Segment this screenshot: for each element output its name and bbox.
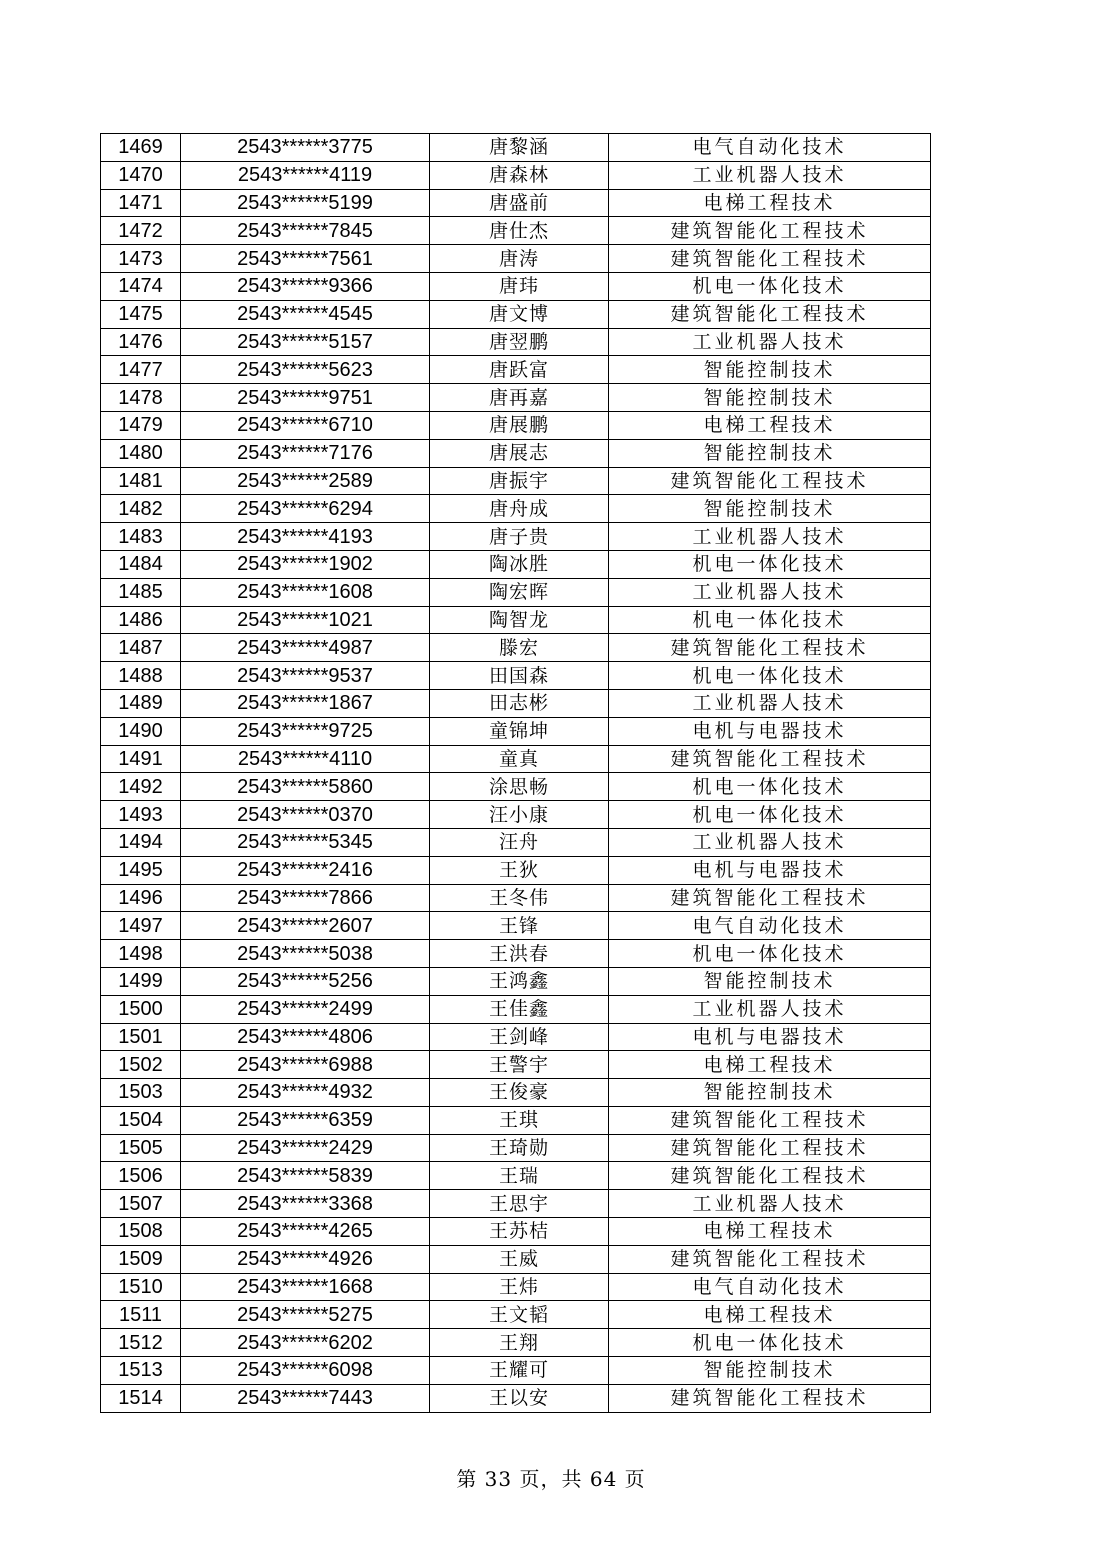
table-row [101, 1134, 931, 1162]
serial-number-cell: 1480 [101, 439, 181, 467]
major-cell: 机电一体化技术 [609, 606, 931, 634]
id-number-cell: 2543******2429 [181, 1134, 430, 1162]
table-row [101, 773, 931, 801]
serial-number-cell: 1493 [101, 801, 181, 829]
table-row [101, 300, 931, 328]
serial-number-cell: 1502 [101, 1051, 181, 1079]
major-cell: 电梯工程技术 [609, 1301, 931, 1329]
table-row [101, 634, 931, 662]
student-name-cell: 唐跃富 [430, 356, 609, 384]
id-number-cell: 2543******6359 [181, 1106, 430, 1134]
student-name-cell: 汪舟 [430, 828, 609, 856]
major-cell: 机电一体化技术 [609, 940, 931, 968]
serial-number-cell: 1476 [101, 328, 181, 356]
serial-number-cell: 1486 [101, 606, 181, 634]
table-row [101, 1162, 931, 1190]
student-name-cell: 王威 [430, 1245, 609, 1273]
serial-number-cell: 1477 [101, 356, 181, 384]
id-number-cell: 2543******5038 [181, 940, 430, 968]
table-row [101, 1051, 931, 1079]
student-name-cell: 涂思畅 [430, 773, 609, 801]
table-row [101, 828, 931, 856]
table-row [101, 801, 931, 829]
serial-number-cell: 1488 [101, 662, 181, 690]
table-row [101, 1245, 931, 1273]
table-row [101, 856, 931, 884]
table-row [101, 1023, 931, 1051]
major-cell: 智能控制技术 [609, 439, 931, 467]
major-cell: 建筑智能化工程技术 [609, 884, 931, 912]
table-row [101, 550, 931, 578]
major-cell: 工业机器人技术 [609, 1190, 931, 1218]
major-cell: 建筑智能化工程技术 [609, 1162, 931, 1190]
serial-number-cell: 1498 [101, 940, 181, 968]
id-number-cell: 2543******7443 [181, 1384, 430, 1412]
major-cell: 建筑智能化工程技术 [609, 1384, 931, 1412]
table-row [101, 495, 931, 523]
serial-number-cell: 1473 [101, 245, 181, 273]
serial-number-cell: 1478 [101, 384, 181, 412]
serial-number-cell: 1475 [101, 300, 181, 328]
id-number-cell: 2543******4119 [181, 161, 430, 189]
major-cell: 建筑智能化工程技术 [609, 745, 931, 773]
student-name-cell: 唐展鹏 [430, 411, 609, 439]
table-row [101, 1329, 931, 1357]
table-row [101, 411, 931, 439]
serial-number-cell: 1500 [101, 995, 181, 1023]
major-cell: 智能控制技术 [609, 1079, 931, 1107]
student-name-cell: 唐子贵 [430, 523, 609, 551]
id-number-cell: 2543******7561 [181, 245, 430, 273]
major-cell: 机电一体化技术 [609, 272, 931, 300]
id-number-cell: 2543******3775 [181, 134, 430, 162]
id-number-cell: 2543******4110 [181, 745, 430, 773]
serial-number-cell: 1506 [101, 1162, 181, 1190]
student-name-cell: 王琦勋 [430, 1134, 609, 1162]
serial-number-cell: 1496 [101, 884, 181, 912]
id-number-cell: 2543******4806 [181, 1023, 430, 1051]
id-number-cell: 2543******4987 [181, 634, 430, 662]
major-cell: 电梯工程技术 [609, 411, 931, 439]
major-cell: 工业机器人技术 [609, 328, 931, 356]
id-number-cell: 2543******4193 [181, 523, 430, 551]
id-number-cell: 2543******5275 [181, 1301, 430, 1329]
student-name-cell: 王俊豪 [430, 1079, 609, 1107]
id-number-cell: 2543******2499 [181, 995, 430, 1023]
major-cell: 电气自动化技术 [609, 134, 931, 162]
table-row [101, 1357, 931, 1385]
table-row [101, 662, 931, 690]
student-name-cell: 唐玮 [430, 272, 609, 300]
student-name-cell: 唐翌鹏 [430, 328, 609, 356]
table-row [101, 467, 931, 495]
table-row [101, 995, 931, 1023]
table-row [101, 1190, 931, 1218]
student-name-cell: 童真 [430, 745, 609, 773]
id-number-cell: 2543******1902 [181, 550, 430, 578]
serial-number-cell: 1482 [101, 495, 181, 523]
serial-number-cell: 1485 [101, 578, 181, 606]
major-cell: 智能控制技术 [609, 356, 931, 384]
id-number-cell: 2543******2589 [181, 467, 430, 495]
student-name-cell: 陶宏晖 [430, 578, 609, 606]
table-row [101, 1301, 931, 1329]
student-name-cell: 唐黎涵 [430, 134, 609, 162]
serial-number-cell: 1492 [101, 773, 181, 801]
table-row [101, 217, 931, 245]
serial-number-cell: 1484 [101, 550, 181, 578]
serial-number-cell: 1489 [101, 689, 181, 717]
serial-number-cell: 1483 [101, 523, 181, 551]
student-name-cell: 汪小康 [430, 801, 609, 829]
table-row [101, 745, 931, 773]
major-cell: 电机与电器技术 [609, 717, 931, 745]
student-name-cell: 王冬伟 [430, 884, 609, 912]
id-number-cell: 2543******7176 [181, 439, 430, 467]
serial-number-cell: 1474 [101, 272, 181, 300]
student-name-cell: 唐舟成 [430, 495, 609, 523]
student-name-cell: 王佳鑫 [430, 995, 609, 1023]
table-row [101, 384, 931, 412]
id-number-cell: 2543******6294 [181, 495, 430, 523]
table-row [101, 523, 931, 551]
major-cell: 工业机器人技术 [609, 689, 931, 717]
student-name-cell: 陶冰胜 [430, 550, 609, 578]
id-number-cell: 2543******5199 [181, 189, 430, 217]
major-cell: 建筑智能化工程技术 [609, 1245, 931, 1273]
table-row [101, 439, 931, 467]
table-row [101, 1106, 931, 1134]
serial-number-cell: 1513 [101, 1357, 181, 1385]
id-number-cell: 2543******6988 [181, 1051, 430, 1079]
table-row [101, 161, 931, 189]
major-cell: 机电一体化技术 [609, 1329, 931, 1357]
id-number-cell: 2543******6098 [181, 1357, 430, 1385]
major-cell: 建筑智能化工程技术 [609, 1106, 931, 1134]
student-name-cell: 王炜 [430, 1273, 609, 1301]
serial-number-cell: 1514 [101, 1384, 181, 1412]
id-number-cell: 2543******1668 [181, 1273, 430, 1301]
major-cell: 建筑智能化工程技术 [609, 634, 931, 662]
serial-number-cell: 1512 [101, 1329, 181, 1357]
student-name-cell: 唐盛前 [430, 189, 609, 217]
serial-number-cell: 1471 [101, 189, 181, 217]
serial-number-cell: 1505 [101, 1134, 181, 1162]
id-number-cell: 2543******9537 [181, 662, 430, 690]
student-name-cell: 唐振宇 [430, 467, 609, 495]
table-row [101, 1079, 931, 1107]
major-cell: 智能控制技术 [609, 495, 931, 523]
student-name-cell: 滕宏 [430, 634, 609, 662]
student-name-cell: 唐文博 [430, 300, 609, 328]
table-row [101, 328, 931, 356]
serial-number-cell: 1499 [101, 967, 181, 995]
major-cell: 智能控制技术 [609, 384, 931, 412]
student-name-cell: 唐仕杰 [430, 217, 609, 245]
student-name-cell: 王琪 [430, 1106, 609, 1134]
id-number-cell: 2543******5860 [181, 773, 430, 801]
table-row [101, 689, 931, 717]
serial-number-cell: 1487 [101, 634, 181, 662]
table-row [101, 578, 931, 606]
id-number-cell: 2543******5157 [181, 328, 430, 356]
table-row [101, 272, 931, 300]
table-row [101, 189, 931, 217]
table-row [101, 717, 931, 745]
major-cell: 建筑智能化工程技术 [609, 1134, 931, 1162]
student-name-cell: 王耀可 [430, 1357, 609, 1385]
table-row [101, 912, 931, 940]
table-row [101, 884, 931, 912]
id-number-cell: 2543******9366 [181, 272, 430, 300]
table-row [101, 1384, 931, 1412]
id-number-cell: 2543******0370 [181, 801, 430, 829]
student-name-cell: 王狄 [430, 856, 609, 884]
id-number-cell: 2543******9751 [181, 384, 430, 412]
major-cell: 电梯工程技术 [609, 1051, 931, 1079]
student-name-cell: 王翔 [430, 1329, 609, 1357]
id-number-cell: 2543******5256 [181, 967, 430, 995]
serial-number-cell: 1494 [101, 828, 181, 856]
major-cell: 工业机器人技术 [609, 523, 931, 551]
serial-number-cell: 1511 [101, 1301, 181, 1329]
serial-number-cell: 1481 [101, 467, 181, 495]
major-cell: 智能控制技术 [609, 1357, 931, 1385]
major-cell: 电气自动化技术 [609, 912, 931, 940]
student-table [100, 133, 931, 1413]
major-cell: 机电一体化技术 [609, 550, 931, 578]
serial-number-cell: 1507 [101, 1190, 181, 1218]
major-cell: 电梯工程技术 [609, 189, 931, 217]
student-name-cell: 唐再嘉 [430, 384, 609, 412]
major-cell: 建筑智能化工程技术 [609, 300, 931, 328]
id-number-cell: 2543******1021 [181, 606, 430, 634]
id-number-cell: 2543******7845 [181, 217, 430, 245]
major-cell: 工业机器人技术 [609, 578, 931, 606]
major-cell: 工业机器人技术 [609, 828, 931, 856]
id-number-cell: 2543******5623 [181, 356, 430, 384]
student-name-cell: 王思宇 [430, 1190, 609, 1218]
major-cell: 电气自动化技术 [609, 1273, 931, 1301]
major-cell: 机电一体化技术 [609, 773, 931, 801]
serial-number-cell: 1495 [101, 856, 181, 884]
major-cell: 工业机器人技术 [609, 161, 931, 189]
student-name-cell: 王文韬 [430, 1301, 609, 1329]
student-name-cell: 王剑峰 [430, 1023, 609, 1051]
student-name-cell: 王锋 [430, 912, 609, 940]
table-row [101, 940, 931, 968]
major-cell: 建筑智能化工程技术 [609, 245, 931, 273]
student-name-cell: 王苏桔 [430, 1218, 609, 1246]
major-cell: 电机与电器技术 [609, 1023, 931, 1051]
serial-number-cell: 1510 [101, 1273, 181, 1301]
student-name-cell: 陶智龙 [430, 606, 609, 634]
id-number-cell: 2543******4545 [181, 300, 430, 328]
table-row [101, 134, 931, 162]
id-number-cell: 2543******9725 [181, 717, 430, 745]
serial-number-cell: 1504 [101, 1106, 181, 1134]
major-cell: 机电一体化技术 [609, 801, 931, 829]
table-row [101, 1218, 931, 1246]
major-cell: 建筑智能化工程技术 [609, 467, 931, 495]
id-number-cell: 2543******4265 [181, 1218, 430, 1246]
major-cell: 工业机器人技术 [609, 995, 931, 1023]
serial-number-cell: 1508 [101, 1218, 181, 1246]
student-name-cell: 田国森 [430, 662, 609, 690]
table-row [101, 967, 931, 995]
student-name-cell: 王鸿鑫 [430, 967, 609, 995]
major-cell: 电梯工程技术 [609, 1218, 931, 1246]
student-name-cell: 唐展志 [430, 439, 609, 467]
serial-number-cell: 1491 [101, 745, 181, 773]
serial-number-cell: 1469 [101, 134, 181, 162]
id-number-cell: 2543******5839 [181, 1162, 430, 1190]
major-cell: 智能控制技术 [609, 967, 931, 995]
student-name-cell: 唐森林 [430, 161, 609, 189]
student-name-cell: 童锦坤 [430, 717, 609, 745]
serial-number-cell: 1490 [101, 717, 181, 745]
major-cell: 机电一体化技术 [609, 662, 931, 690]
serial-number-cell: 1479 [101, 411, 181, 439]
table-row [101, 1273, 931, 1301]
table-row [101, 245, 931, 273]
student-name-cell: 王瑞 [430, 1162, 609, 1190]
id-number-cell: 2543******2607 [181, 912, 430, 940]
serial-number-cell: 1501 [101, 1023, 181, 1051]
id-number-cell: 2543******2416 [181, 856, 430, 884]
serial-number-cell: 1497 [101, 912, 181, 940]
serial-number-cell: 1472 [101, 217, 181, 245]
id-number-cell: 2543******3368 [181, 1190, 430, 1218]
page-footer: 第 33 页，共 64 页 [456, 1467, 646, 1491]
id-number-cell: 2543******4932 [181, 1079, 430, 1107]
id-number-cell: 2543******5345 [181, 828, 430, 856]
serial-number-cell: 1509 [101, 1245, 181, 1273]
id-number-cell: 2543******6202 [181, 1329, 430, 1357]
table-row [101, 606, 931, 634]
id-number-cell: 2543******4926 [181, 1245, 430, 1273]
student-name-cell: 王洪春 [430, 940, 609, 968]
major-cell: 电机与电器技术 [609, 856, 931, 884]
serial-number-cell: 1470 [101, 161, 181, 189]
table-row [101, 356, 931, 384]
student-name-cell: 田志彬 [430, 689, 609, 717]
id-number-cell: 2543******6710 [181, 411, 430, 439]
major-cell: 建筑智能化工程技术 [609, 217, 931, 245]
id-number-cell: 2543******1608 [181, 578, 430, 606]
id-number-cell: 2543******1867 [181, 689, 430, 717]
student-name-cell: 王警宇 [430, 1051, 609, 1079]
student-name-cell: 唐涛 [430, 245, 609, 273]
serial-number-cell: 1503 [101, 1079, 181, 1107]
student-name-cell: 王以安 [430, 1384, 609, 1412]
id-number-cell: 2543******7866 [181, 884, 430, 912]
